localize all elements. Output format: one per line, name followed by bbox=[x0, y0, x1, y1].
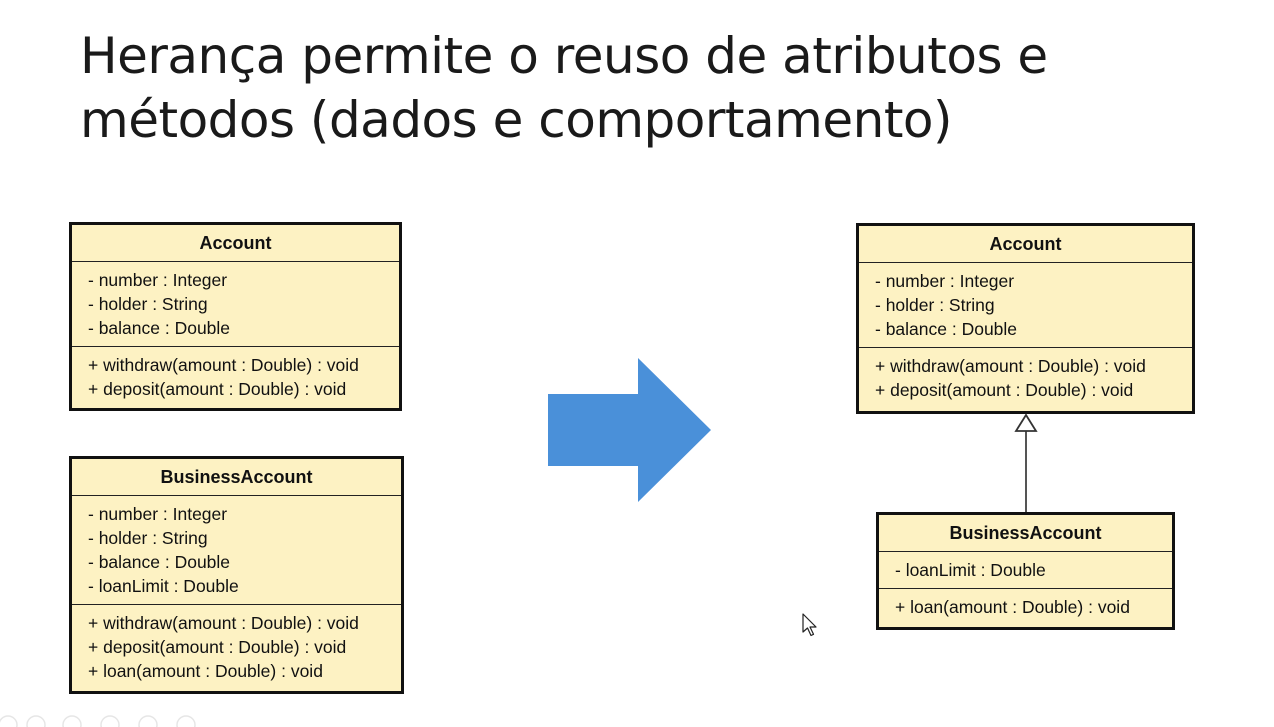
attribute-row: - holder : String bbox=[88, 294, 208, 314]
class-name: BusinessAccount bbox=[72, 459, 401, 496]
methods-section bbox=[859, 347, 1192, 408]
slide-title-line-2: métodos (dados e comportamento) bbox=[80, 91, 953, 149]
slideshow-controls bbox=[0, 707, 210, 727]
method-row: + withdraw(amount : Double) : void bbox=[88, 613, 359, 633]
methods-section bbox=[879, 588, 1172, 625]
class-name: BusinessAccount bbox=[879, 515, 1172, 552]
right-business-account-class bbox=[876, 512, 1175, 630]
mouse-cursor-icon bbox=[802, 613, 818, 637]
attributes-section bbox=[859, 263, 1192, 347]
right-arrow-icon bbox=[546, 356, 714, 504]
left-business-account-class bbox=[69, 456, 404, 694]
method-row: + deposit(amount : Double) : void bbox=[88, 637, 347, 657]
inheritance-triangle-icon bbox=[1016, 415, 1036, 431]
arrow-shape bbox=[548, 358, 711, 502]
attributes-section bbox=[879, 552, 1172, 588]
attribute-row: - loanLimit : Double bbox=[895, 560, 1046, 580]
attribute-row: - number : Integer bbox=[88, 504, 228, 524]
control-pen-icon bbox=[63, 716, 81, 727]
left-account-class bbox=[69, 222, 402, 411]
attribute-row: - holder : String bbox=[875, 295, 995, 315]
method-row: + deposit(amount : Double) : void bbox=[875, 380, 1134, 400]
attribute-row: - holder : String bbox=[88, 528, 208, 548]
attribute-row: - balance : Double bbox=[88, 318, 231, 338]
slide-title bbox=[80, 24, 1180, 152]
methods-section bbox=[72, 346, 399, 407]
attribute-row: - number : Integer bbox=[88, 270, 228, 290]
control-slides-icon bbox=[101, 716, 119, 727]
control-more-icon bbox=[177, 716, 195, 727]
class-name: Account bbox=[859, 226, 1192, 263]
method-row: + loan(amount : Double) : void bbox=[895, 597, 1130, 617]
attribute-row: - balance : Double bbox=[875, 319, 1018, 339]
method-row: + withdraw(amount : Double) : void bbox=[875, 356, 1146, 376]
right-account-class bbox=[856, 223, 1195, 414]
method-row: + withdraw(amount : Double) : void bbox=[88, 355, 359, 375]
attribute-row: - balance : Double bbox=[88, 552, 231, 572]
methods-section bbox=[72, 604, 401, 689]
attributes-section bbox=[72, 496, 401, 604]
method-row: + loan(amount : Double) : void bbox=[88, 661, 323, 681]
attribute-row: - number : Integer bbox=[875, 271, 1015, 291]
control-forward-icon bbox=[27, 716, 45, 727]
slide-title-line-1: Herança permite o reuso de atributos e bbox=[80, 27, 1048, 85]
class-name: Account bbox=[72, 225, 399, 262]
attribute-row: - loanLimit : Double bbox=[88, 576, 239, 596]
control-back-icon bbox=[0, 716, 17, 727]
attributes-section bbox=[72, 262, 399, 346]
method-row: + deposit(amount : Double) : void bbox=[88, 379, 347, 399]
inheritance-connector bbox=[1010, 412, 1042, 514]
control-zoom-icon bbox=[139, 716, 157, 727]
